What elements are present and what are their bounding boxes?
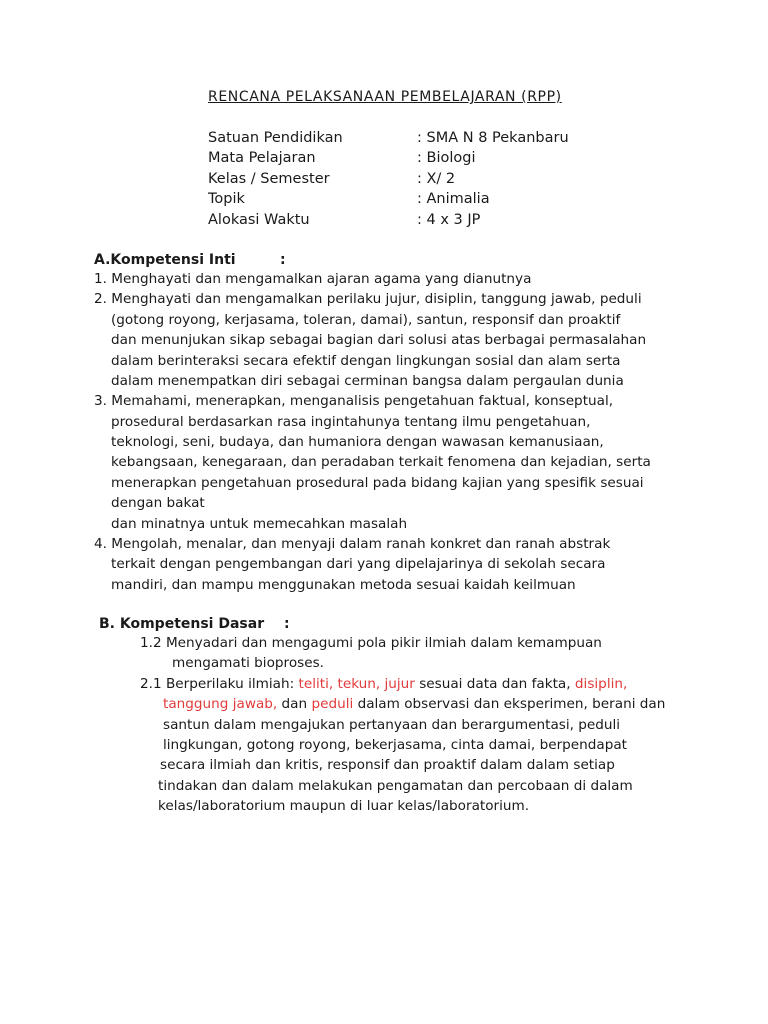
ki-line: 1. Menghayati dan mengamalkan ajaran agama yang dianutnya <box>94 271 532 287</box>
identity-value-mapel: : Biologi <box>417 150 476 166</box>
document-title: RENCANA PELAKSANAAN PEMBELAJARAN (RPP) <box>208 89 562 105</box>
identity-value-kelas: : X/ 2 <box>417 171 456 187</box>
kd-highlight: peduli <box>311 696 354 712</box>
kd-line-21-first <box>140 678 627 692</box>
kd-text: dalam observasi dan eksperimen, berani dan <box>353 696 666 712</box>
ki-line: 3. Memahami, menerapkan, menganalisis pengetahuan faktual, konseptual, <box>94 393 614 409</box>
kd-line: santun dalam mengajukan pertanyaan dan berargumentasi, peduli <box>163 717 621 733</box>
kd-text: sesuai data dan fakta, <box>414 676 575 692</box>
ki-line: (gotong royong, kerjasama, toleran, damai), santun, responsif dan proaktif <box>111 312 621 328</box>
ki-line: 4. Mengolah, menalar, dan menyaji dalam ranah konkret dan ranah abstrak <box>94 536 611 552</box>
kd-line: tindakan dan dalam melakukan pengamatan dan percobaan di dalam <box>158 778 633 794</box>
kd-line: secara ilmiah dan kritis, responsif dan proaktif dalam dalam setiap <box>160 757 615 773</box>
kd-line: 1.2 Menyadari dan mengagumi pola pikir ilmiah dalam kemampuan <box>140 635 602 651</box>
identity-label-mapel: Mata Pelajaran <box>208 150 316 166</box>
ki-line: kebangsaan, kenegaraan, dan peradaban terkait fenomena dan kejadian, serta <box>111 454 651 470</box>
ki-line: terkait dengan pengembangan dari yang dipelajarinya di sekolah secara <box>111 556 606 572</box>
identity-label-alokasi: Alokasi Waktu <box>208 212 310 228</box>
identity-value-topik: : Animalia <box>417 191 490 207</box>
ki-line: dan minatnya untuk memecahkan masalah <box>111 516 408 532</box>
identity-label-kelas: Kelas / Semester <box>208 171 330 187</box>
ki-line: menerapkan pengetahuan prosedural pada bidang kajian yang spesifik sesuai <box>111 475 644 491</box>
kd-line-21-second <box>163 698 665 712</box>
ki-heading: A.Kompetensi Inti <box>94 252 236 268</box>
ki-line: dengan bakat <box>111 495 205 511</box>
kd-line: mengamati bioproses. <box>172 655 324 671</box>
ki-line: dan menunjukan sikap sebagai bagian dari solusi atas berbagai permasalahan <box>111 332 647 348</box>
kd-line: kelas/laboratorium maupun di luar kelas/laboratorium. <box>158 798 530 814</box>
ki-line: prosedural berdasarkan rasa ingintahunya tentang ilmu pengetahuan, <box>111 414 591 430</box>
identity-label-satuan: Satuan Pendidikan <box>208 130 343 146</box>
kd-highlight: teliti, tekun, jujur <box>298 676 415 692</box>
kd-line: lingkungan, gotong royong, bekerjasama, cinta damai, berpendapat <box>163 737 628 753</box>
kd-heading-colon: : <box>284 616 290 632</box>
kd-text: dan <box>277 696 312 712</box>
ki-line: dalam berinteraksi secara efektif dengan lingkungan sosial dan alam serta <box>111 353 621 369</box>
ki-line: 2. Menghayati dan mengamalkan perilaku jujur, disiplin, tanggung jawab, peduli <box>94 291 642 307</box>
ki-line: teknologi, seni, budaya, dan humaniora dengan wawasan kemanusiaan, <box>111 434 604 450</box>
kd-heading: B. Kompetensi Dasar <box>99 616 265 632</box>
kd-text: 2.1 Berperilaku ilmiah: <box>140 676 299 692</box>
kd-highlight: tanggung jawab, <box>163 696 278 712</box>
ki-heading-colon: : <box>280 252 286 268</box>
identity-value-alokasi: : 4 x 3 JP <box>417 212 481 228</box>
ki-line: mandiri, dan mampu menggunakan metoda sesuai kaidah keilmuan <box>111 577 576 593</box>
identity-label-topik: Topik <box>208 191 245 207</box>
kd-highlight: disiplin, <box>574 676 628 692</box>
ki-line: dalam menempatkan diri sebagai cerminan bangsa dalam pergaulan dunia <box>111 373 624 389</box>
identity-value-satuan: : SMA N 8 Pekanbaru <box>417 130 569 146</box>
